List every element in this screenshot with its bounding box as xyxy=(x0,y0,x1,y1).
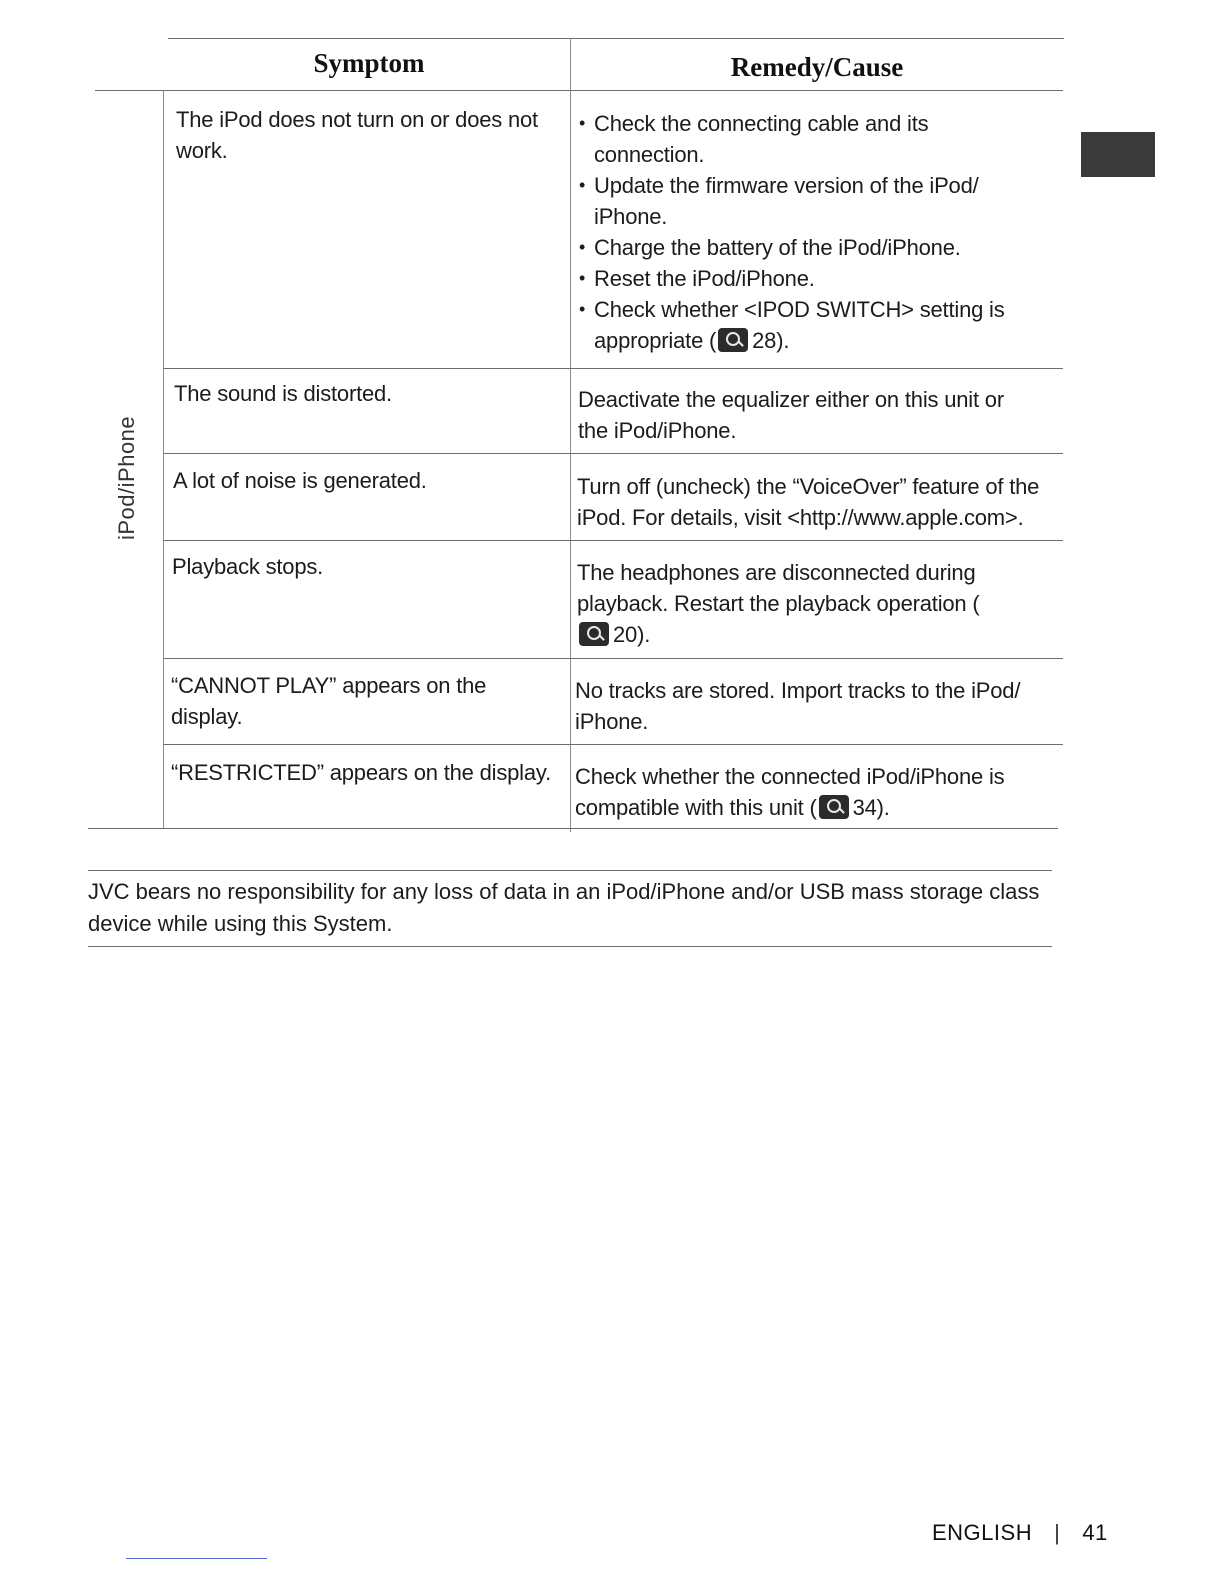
row-divider xyxy=(163,453,1063,454)
remedy-cell: No tracks are stored. Import tracks to the iPod/ iPhone. xyxy=(575,678,1021,734)
page-reference: 20). xyxy=(613,622,651,647)
row-divider xyxy=(163,658,1063,659)
remedy-cell xyxy=(577,557,997,650)
remedy-item: • Update the firmware version of the iPod/ iPhone. xyxy=(578,170,1018,232)
remedy-item: • Charge the battery of the iPod/iPhone. xyxy=(578,232,1018,263)
remedy-cell: Deactivate the equalizer either on this unit or the iPod/iPhone. xyxy=(578,387,1004,443)
table-bottom-rule xyxy=(88,828,1058,829)
table-top-rule xyxy=(168,38,1064,39)
symptom-cell: The sound is distorted. xyxy=(174,381,392,406)
page-reference-icon xyxy=(579,622,609,646)
remedy-item: • Check the connecting cable and its connection. xyxy=(578,108,1018,170)
page-number: 41 xyxy=(1082,1520,1108,1545)
symptom-cell: “RESTRICTED” appears on the display. xyxy=(171,760,551,785)
symptom-cell: “CANNOT PLAY” appears on the display. xyxy=(171,673,487,729)
table-header-rule xyxy=(95,90,1063,91)
row-divider xyxy=(163,368,1063,369)
remedy-item: • Reset the iPod/iPhone. xyxy=(578,263,1018,294)
side-label-ipod-iphone: iPod/iPhone xyxy=(114,415,139,540)
page-reference: 28). xyxy=(752,328,790,353)
header-remedy-cause: Remedy/Cause xyxy=(730,52,904,82)
table-side-divider xyxy=(163,90,164,828)
page-footer xyxy=(932,1520,1108,1546)
remedy-cell: Turn off (uncheck) the “VoiceOver” feature of the iPod. For details, visit <http://www.apple.com>. xyxy=(577,474,1040,530)
disclaimer-note: JVC bears no responsibility for any loss of data in an iPod/iPhone and/or USB mass storage class device while using this System. xyxy=(88,879,1040,936)
section-thumb-tab xyxy=(1081,132,1155,177)
note-bottom-rule xyxy=(88,946,1052,947)
symptom-cell: Playback stops. xyxy=(172,554,324,579)
remedy-cell xyxy=(575,761,1035,823)
note-top-rule xyxy=(88,870,1052,871)
table-column-divider xyxy=(570,38,571,832)
footer-separator: | xyxy=(1054,1520,1061,1545)
remedy-text: Check whether the connected iPod/iPhone is compatible with this unit ( xyxy=(575,764,1005,820)
remedy-text: The headphones are disconnected during playback. Restart the playback operation ( xyxy=(577,560,980,616)
page-reference-icon xyxy=(718,328,748,352)
remedy-item-text: Check whether <IPOD SWITCH> setting is appropriate ( xyxy=(594,297,1005,353)
page-reference-icon xyxy=(819,795,849,819)
remedy-item xyxy=(578,294,1018,356)
symptom-cell: The iPod does not turn on or does not work. xyxy=(176,107,538,163)
footer-language: ENGLISH xyxy=(932,1520,1033,1545)
symptom-cell: A lot of noise is generated. xyxy=(173,468,427,493)
row-divider xyxy=(163,540,1063,541)
remedy-cell xyxy=(578,108,1018,356)
row-divider xyxy=(163,744,1063,745)
bottom-edge-rule xyxy=(126,1558,267,1559)
page-reference: 34). xyxy=(852,795,890,820)
header-symptom: Symptom xyxy=(313,48,425,78)
